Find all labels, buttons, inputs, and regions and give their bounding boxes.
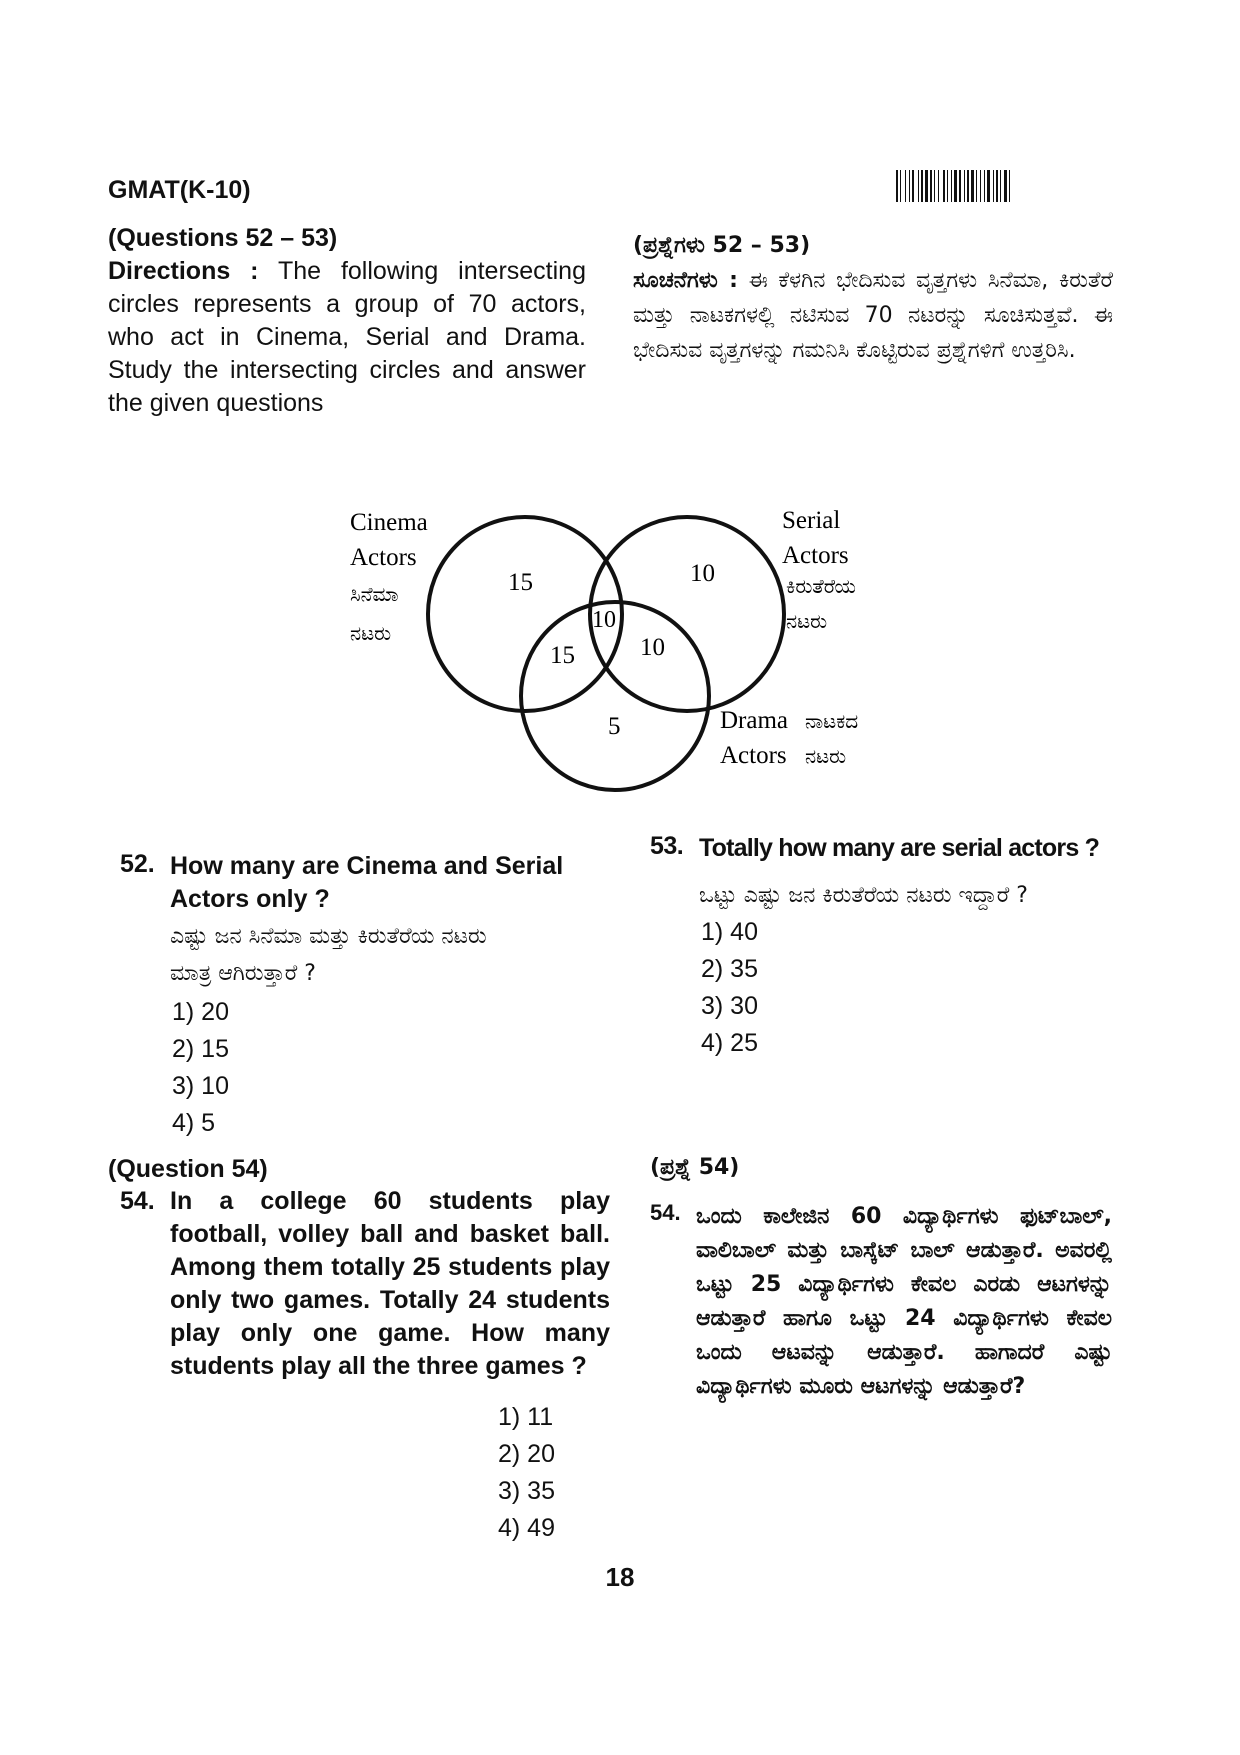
cinema-drama-value: 15 [550, 642, 575, 669]
question-54-text: In a college 60 students play football, volley ball and basket ball. Among them totally 25 students play only two games. Totally 24 students play only one game. How many students play all the three games ? [170, 1187, 610, 1380]
questions-heading-en: (Questions 52 – 53) [108, 224, 338, 252]
question-52-text-line1: How many are Cinema and Serial [170, 852, 564, 880]
questions-heading-kn: (ಪ್ರಶ್ನೆಗಳು 52 – 53) [633, 233, 811, 258]
question-52 [120, 850, 610, 1142]
drama-label-kn-1: ನಾಟಕದ [805, 709, 859, 733]
drama-only-value: 5 [608, 713, 621, 740]
question-54-kn-text: ಒಂದು ಕಾಲೇಜಿನ 60 ವಿದ್ಯಾರ್ಥಿಗಳು ಫುಟ್‌ಬಾಲ್, ವಾಲಿಬಾಲ್ ಮತ್ತು ಬಾಸ್ಕೆಟ್ ಬಾಲ್ ಆಡುತ್ತಾರೆ. ಅವರಲ್ಲಿ ಒಟ್ಟು 25 ವಿದ್ಯಾರ್ಥಿಗಳು ಕೇವಲ ಎರಡು ಆಟಗಳನ್ನು ಆಡುತ್ತಾರೆ ಹಾಗೂ ಒಟ್ಟು 24 ವಿದ್ಯಾರ್ಥಿಗಳು ಕೇವಲ ಒಂದು ಆಟವನ್ನು ಆಡುತ್ತಾರೆ. ಹಾಗಾದರೆ ಎಷ್ಟು ವಿದ್ಯಾರ್ಥಿಗಳು ಮೂರು ಆಟಗಳನ್ನು ಆಡುತ್ತಾರೆ? [696, 1204, 1112, 1399]
question-54-option-4[interactable]: 4) 49 [498, 1514, 555, 1542]
serial-label-en-1: Serial [782, 507, 841, 534]
question-54-option-2[interactable]: 2) 20 [498, 1440, 555, 1468]
question-52-option-1[interactable]: 1) 20 [172, 998, 229, 1026]
serial-label-kn-2: ನಟರು [786, 609, 828, 633]
cinema-only-value: 15 [508, 569, 533, 596]
paper-code: GMAT(K-10) [108, 176, 251, 204]
question-54-number: 54. [120, 1187, 155, 1215]
serial-label-kn-1: ಕಿರುತೆರೆಯ [786, 574, 856, 598]
drama-label-en-1: Drama [720, 707, 789, 734]
serial-label-en-2: Actors [782, 542, 849, 569]
serial-only-value: 10 [690, 560, 715, 587]
directions-label-kn: ಸೂಚನೆಗಳು : [633, 268, 738, 293]
drama-label-kn-2: ನಟರು [805, 744, 847, 768]
directions-kn [633, 228, 1113, 368]
question-52-number: 52. [120, 850, 155, 878]
cinema-label-kn-2: ನಟರು [350, 621, 392, 645]
question-53-option-3[interactable]: 3) 30 [701, 992, 758, 1020]
question-53-option-4[interactable]: 4) 25 [701, 1029, 758, 1057]
all-three-value: 10 [592, 607, 616, 633]
question-52-text-line2: Actors only ? [170, 885, 330, 913]
question-52-option-2[interactable]: 2) 15 [172, 1035, 229, 1063]
cinema-label-kn-1: ಸಿನೆಮಾ [350, 582, 399, 606]
question-54-option-3[interactable]: 3) 35 [498, 1477, 555, 1505]
question-53-number: 53. [650, 832, 684, 860]
question-53 [650, 832, 1130, 1062]
directions-label-en: Directions : [108, 257, 259, 285]
directions-body-kn: ಈ ಕೆಳಗಿನ ಭೇದಿಸುವ ವೃತ್ತಗಳು ಸಿನೆಮಾ, ಕಿರುತೆರೆ ಮತ್ತು ನಾಟಕಗಳಲ್ಲಿ ನಟಿಸುವ 70 ನಟರನ್ನು ಸೂಚಿಸುತ್ತವೆ. ಈ ಭೇದಿಸುವ ವೃತ್ತಗಳನ್ನು ಗಮನಿಸಿ ಕೊಟ್ಟಿರುವ ಪ್ರಶ್ನೆಗಳಿಗೆ ಉತ್ತರಿಸಿ. [633, 268, 1113, 363]
question-54-option-1[interactable]: 1) 11 [498, 1403, 554, 1431]
question-52-kn-line1: ಎಷ್ಟು ಜನ ಸಿನೆಮಾ ಮತ್ತು ಕಿರುತೆರೆಯ ನಟರು [170, 924, 487, 949]
question-54-heading-kn: (ಪ್ರಶ್ನೆ 54) [650, 1155, 740, 1180]
serial-drama-value: 10 [640, 634, 665, 661]
question-52-kn-line2: ಮಾತ್ರ ಆಗಿರುತ್ತಾರೆ ? [170, 961, 316, 986]
directions-kn-text [633, 263, 1113, 368]
cinema-label-en-2: Actors [350, 544, 417, 571]
question-53-text: Totally how many are serial actors ? [699, 834, 1100, 862]
barcode-icon [896, 170, 1112, 202]
question-54-kn-number: 54. [650, 1200, 681, 1225]
serial-circle [590, 517, 784, 711]
question-53-kn-text: ಒಟ್ಟು ಎಷ್ಟು ಜನ ಕಿರುತೆರೆಯ ನಟರು ಇದ್ದಾರೆ ? [699, 883, 1028, 908]
question-52-option-3[interactable]: 3) 10 [172, 1072, 229, 1100]
cinema-label-en-1: Cinema [350, 509, 428, 536]
question-53-option-2[interactable]: 2) 35 [701, 955, 758, 983]
question-54-kn [650, 1200, 1112, 1404]
directions-en-text [108, 255, 586, 420]
page-number: 18 [605, 1562, 635, 1592]
question-54-en [120, 1185, 610, 1547]
question-52-option-4[interactable]: 4) 5 [172, 1109, 216, 1137]
drama-label-en-2: Actors [720, 742, 787, 769]
directions-body-en: The following intersecting circles represents a group of 70 actors, who act in Cinema, Serial and Drama. Study the intersecting circles and answer the given questions [108, 257, 586, 417]
question-54-heading-en: (Question 54) [108, 1155, 268, 1183]
directions-en [108, 224, 586, 420]
venn-diagram [330, 490, 930, 810]
question-53-option-1[interactable]: 1) 40 [701, 918, 758, 946]
